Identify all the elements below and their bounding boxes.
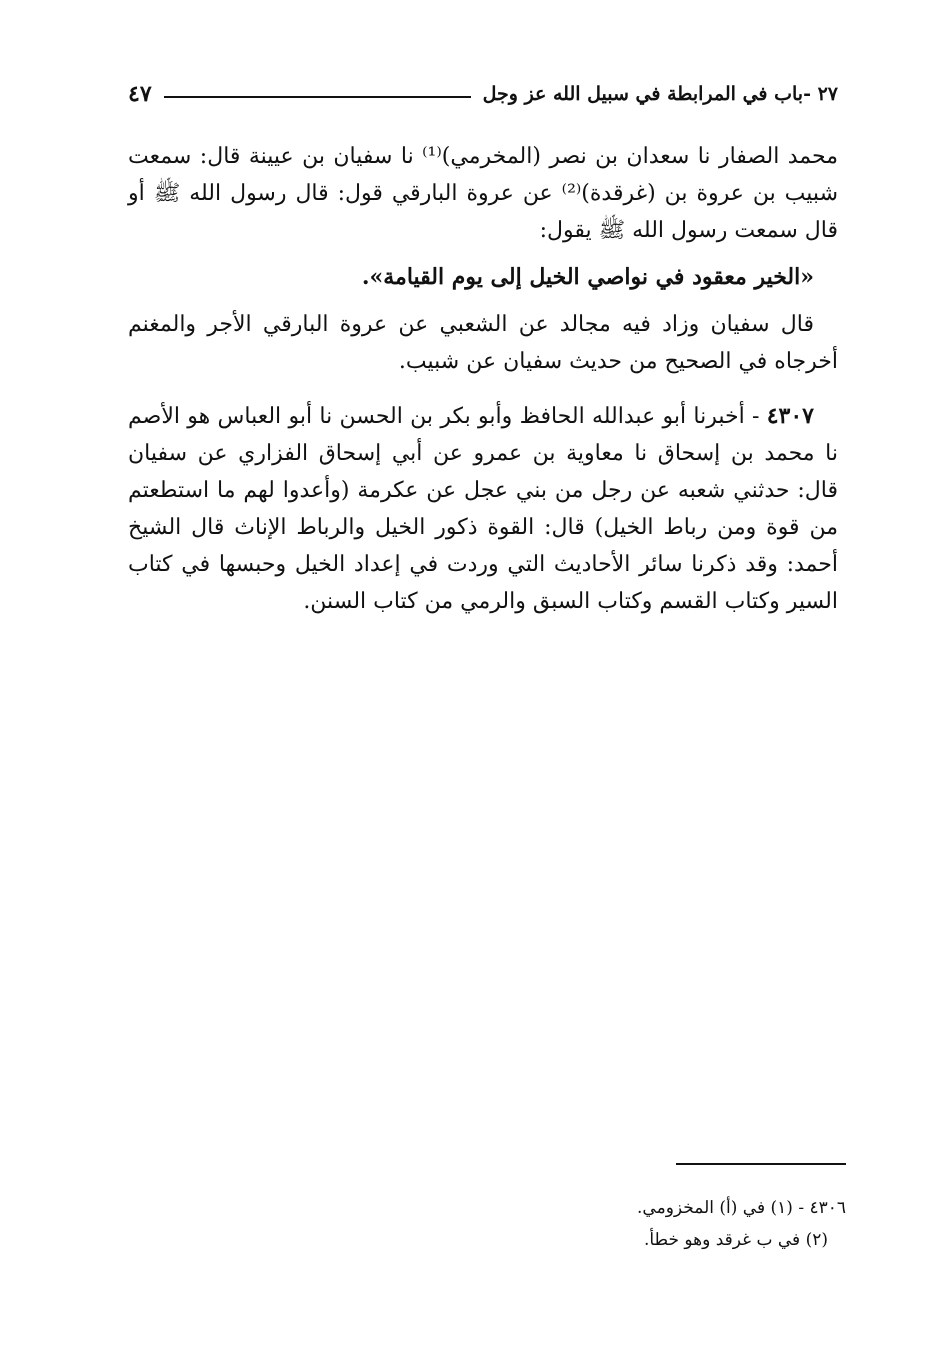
running-header — [128, 76, 838, 112]
chapter-title: ٢٧ -باب في المرابطة في سبيل الله عز وجل — [482, 83, 838, 105]
footnote-1: ٤٣٠٦ - (١) في (أ) المخزومي. — [637, 1198, 846, 1218]
paragraph-hadith-4307 — [128, 398, 838, 620]
paragraph-commentary: قال سفيان وزاد فيه مجالد عن الشعبي عن عروة البارقي الأجر والمغنم أخرجاه في الصحيح من حديث سفيان عن شبيب. — [128, 312, 838, 374]
header-rule — [164, 96, 471, 98]
footnotes — [400, 1192, 846, 1256]
footnote-2: (٢) في ب غرقد وهو خطأ. — [643, 1230, 828, 1250]
paragraph-isnad: محمد الصفار نا سعدان بن نصر (المخرمي)⁽¹⁾ نا سفيان بن عيينة قال: سمعت شبيب بن عروة بن (غرقدة)⁽²⁾ عن عروة البارقي قول: قال رسول الله ﷺ أو قال سمعت رسول الله ﷺ يقول: — [128, 144, 838, 243]
main-text — [128, 138, 838, 630]
footnote-separator — [676, 1163, 846, 1165]
hadith-quote: «الخير معقود في نواصي الخيل إلى يوم القيامة». — [361, 264, 814, 290]
page-number: ٤٧ — [128, 81, 152, 107]
hadith-text: - أخبرنا أبو عبدالله الحافظ وأبو بكر بن الحسن نا أبو العباس هو الأصم نا محمد بن إسحاق نا معاوية بن عمرو عن أبي إسحاق الفزاري عن سفيان قال: حدثني شعبه عن رجل من بني عجل عن عكرمة (وأعدوا لهم ما استطعتم من قوة ومن رباط الخيل) قال: القوة ذكور الخيل والرباط الإناث قال الشيخ أحمد: وقد ذكرنا سائر الأحاديث التي وردت في إعداد الخيل وحبسها في كتاب السير وكتاب القسم وكتاب السبق والرمي من كتاب السنن. — [128, 404, 839, 614]
hadith-number: ٤٣٠٧ — [766, 403, 814, 429]
